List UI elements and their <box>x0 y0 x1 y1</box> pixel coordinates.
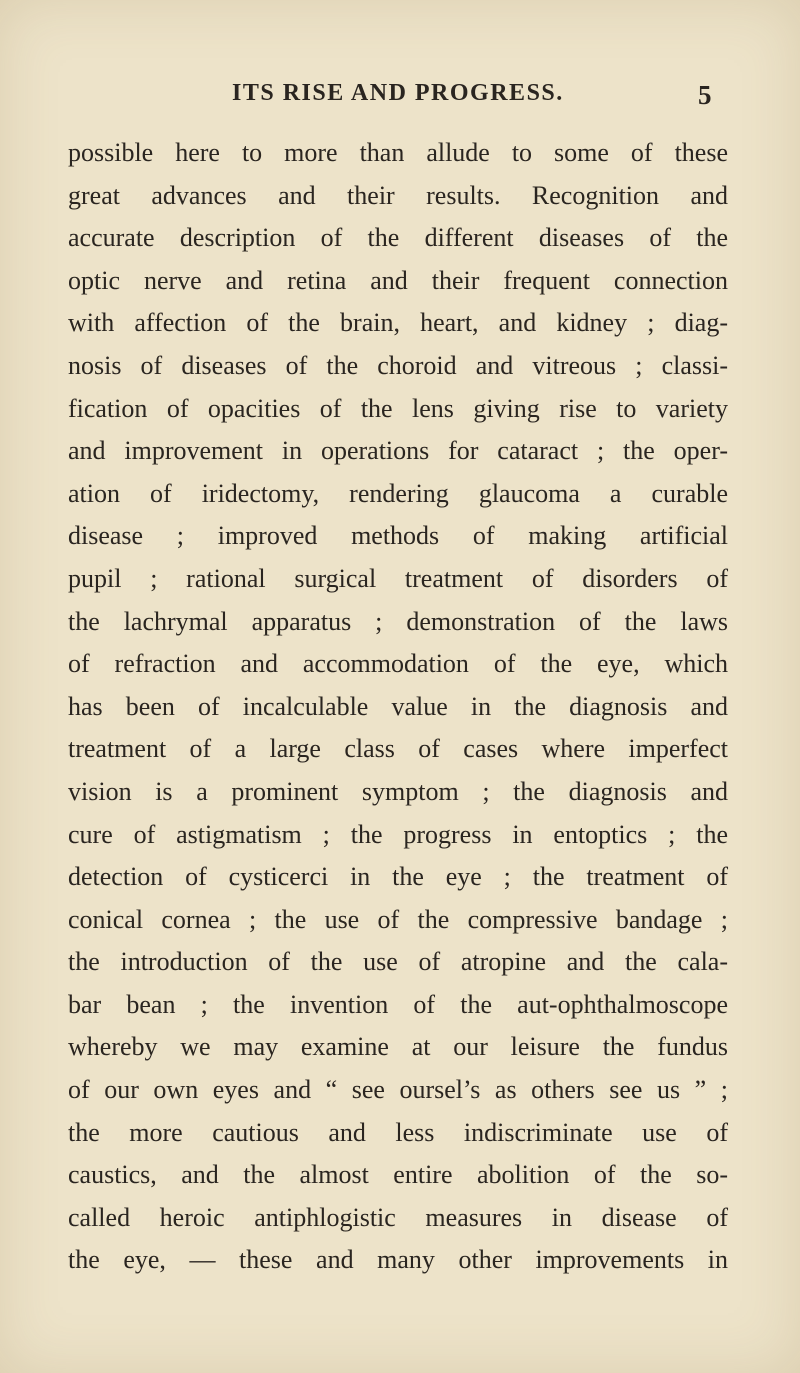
text-line: of refraction and accommodation of the eye, which <box>68 649 728 679</box>
text-line: treatment of a large class of cases where imperfect <box>68 734 728 764</box>
text-line: possible here to more than allude to some of these <box>68 138 728 167</box>
text-line: the eye, — these and many other improvements in <box>68 1245 728 1275</box>
text-line: great advances and their results. Recognition and <box>68 180 728 210</box>
running-title: ITS RISE AND PROGRESS. <box>232 80 564 106</box>
text-line: of our own eyes and “ see oursel’s as others see us ” ; <box>68 1075 728 1105</box>
text-line: vision is a prominent symptom ; the diagnosis and <box>68 776 728 806</box>
text-line: called heroic antiphlogistic measures in disease of <box>68 1202 728 1232</box>
text-line: pupil ; rational surgical treatment of disorders of <box>68 563 728 593</box>
text-line: conical cornea ; the use of the compressive bandage ; <box>68 904 728 934</box>
text-line: with affection of the brain, heart, and kidney ; diag- <box>68 308 728 338</box>
text-line: disease ; improved methods of making artificial <box>68 521 728 551</box>
text-line: cure of astigmatism ; the progress in entoptics ; the <box>68 819 728 849</box>
text-line: the introduction of the use of atropine and the cala- <box>68 947 728 977</box>
text-line: and improvement in operations for cataract ; the oper- <box>68 436 728 466</box>
text-line: accurate description of the different diseases of the <box>68 223 728 253</box>
text-line: the more cautious and less indiscriminate use of <box>68 1117 728 1147</box>
text-line: bar bean ; the invention of the aut-ophthalmoscope <box>68 989 728 1019</box>
text-line: optic nerve and retina and their frequent connection <box>68 265 728 295</box>
text-line: detection of cysticerci in the eye ; the treatment of <box>68 862 728 892</box>
text-line: has been of incalculable value in the diagnosis and <box>68 691 728 721</box>
text-line: ation of iridectomy, rendering glaucoma a curable <box>68 478 728 508</box>
text-line: fication of opacities of the lens giving rise to variety <box>68 393 728 423</box>
text-line: nosis of diseases of the choroid and vitreous ; classi- <box>68 350 728 380</box>
text-line: whereby we may examine at our leisure the fundus <box>68 1032 728 1062</box>
body-paragraph <box>68 132 728 1282</box>
page-number: 5 <box>698 80 712 110</box>
text-line: the lachrymal apparatus ; demonstration of the laws <box>68 606 728 636</box>
text-line: caustics, and the almost entire abolition of the so- <box>68 1160 728 1190</box>
running-head <box>0 80 800 120</box>
